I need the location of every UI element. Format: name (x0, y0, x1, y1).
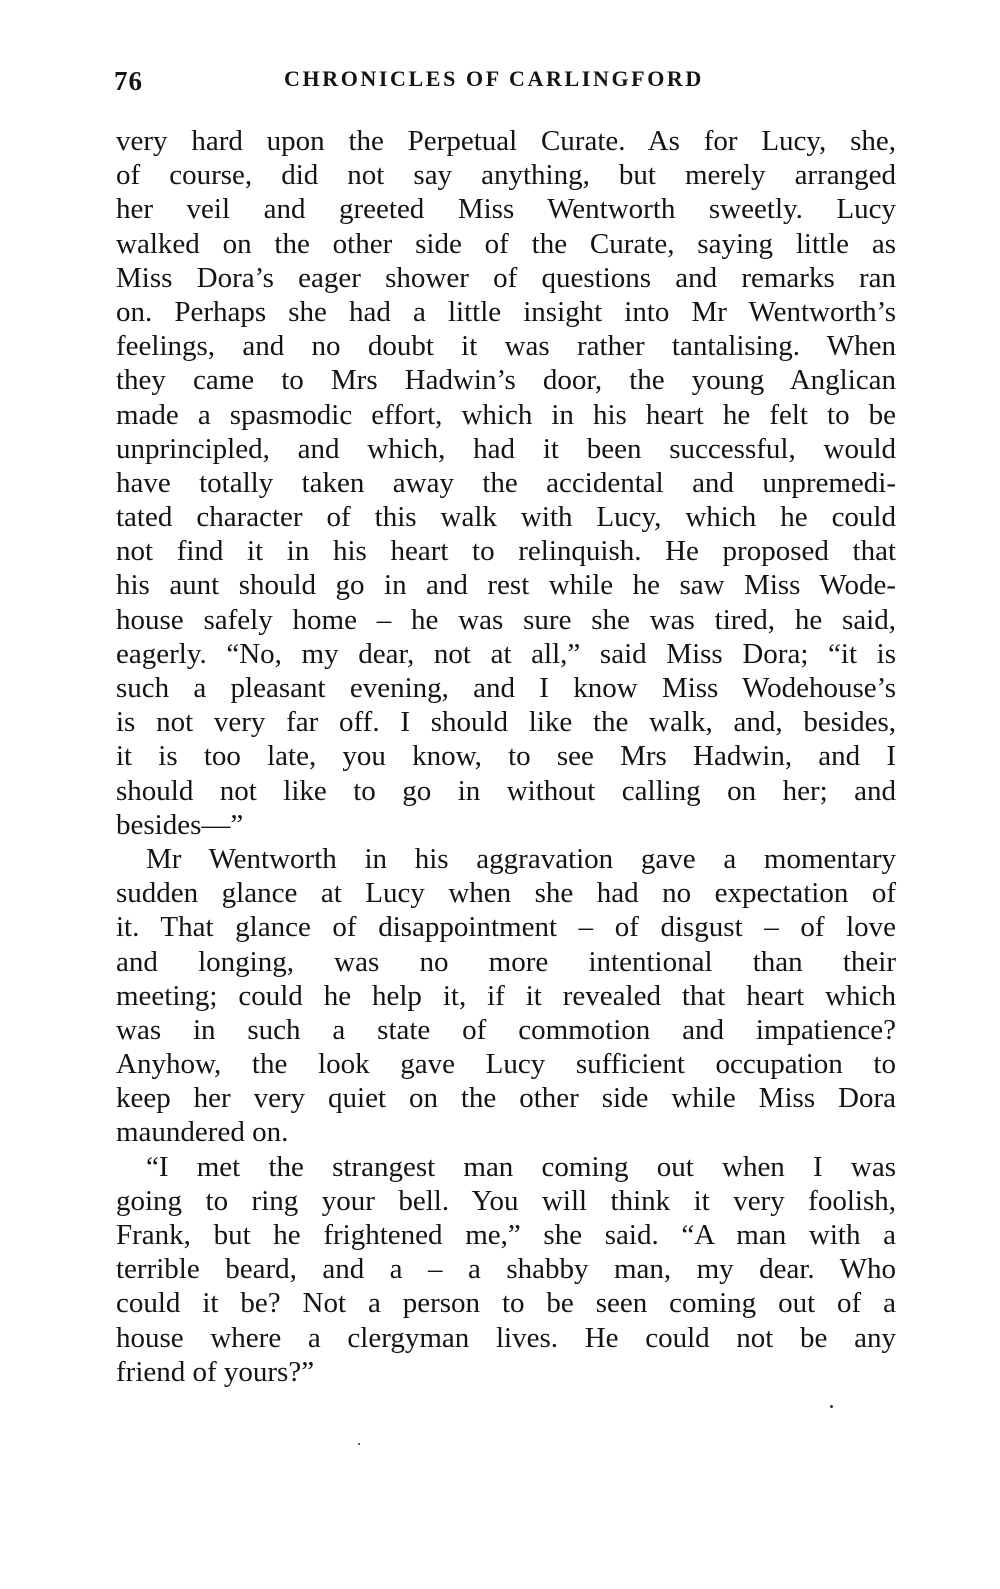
text-line: could it be? Not a person to be seen coming out of a (116, 1287, 896, 1320)
page-number: 76 (114, 66, 143, 96)
text-line: house where a clergyman lives. He could not be any (116, 1321, 896, 1354)
text-line: Miss Dora’s eager shower of questions and remarks ran (116, 261, 896, 294)
text-line: “I met the strangest man coming out when I was (146, 1150, 896, 1183)
text-line: was in such a state of commotion and impatience? (116, 1013, 896, 1046)
text-line: terrible beard, and a – a shabby man, my dear. Who (116, 1253, 896, 1286)
text-line: Frank, but he frightened me,” she said. “A man with a (116, 1219, 896, 1251)
text-line: keep her very quiet on the other side while Miss Dora (116, 1082, 896, 1115)
text-line: her veil and greeted Miss Wentworth sweetly. Lucy (116, 193, 896, 226)
print-speck (830, 1405, 833, 1408)
text-line: and longing, was no more intentional than their (116, 945, 896, 978)
text-line: maundered on. (116, 1116, 289, 1149)
text-line: should not like to go in without calling on her; and (116, 774, 896, 807)
body-text (116, 124, 896, 1389)
text-line: meeting; could he help it, if it revealed that heart which (116, 979, 896, 1012)
text-line: Anyhow, the look gave Lucy sufficient occupation to (116, 1048, 896, 1081)
text-line: feelings, and no doubt it was rather tantalising. When (116, 330, 896, 363)
book-title: CHRONICLES OF CARLINGFORD (284, 66, 704, 91)
text-line: such a pleasant evening, and I know Miss Wodehouse’s (116, 672, 896, 704)
text-line: made a spasmodic effort, which in his heart he felt to be (116, 398, 896, 431)
text-line: besides—” (116, 808, 244, 841)
running-head (114, 66, 898, 106)
text-line: eagerly. “No, my dear, not at all,” said Miss Dora; “it is (116, 637, 896, 670)
text-line: sudden glance at Lucy when she had no expectation of (116, 877, 896, 910)
text-line: very hard upon the Perpetual Curate. As for Lucy, she, (116, 125, 896, 157)
text-line: friend of yours?” (116, 1355, 315, 1388)
print-speck (358, 1443, 360, 1445)
text-line: house safely home – he was sure she was tired, he said, (116, 603, 896, 636)
text-line: is not very far off. I should like the walk, and, besides, (116, 706, 896, 739)
text-line: they came to Mrs Hadwin’s door, the young Anglican (116, 364, 896, 397)
text-line: his aunt should go in and rest while he saw Miss Wode- (116, 569, 896, 602)
text-line: on. Perhaps she had a little insight into Mr Wentworth’s (116, 295, 896, 328)
text-line: it. That glance of disappointment – of disgust – of love (116, 911, 896, 944)
text-line: walked on the other side of the Curate, saying little as (116, 227, 896, 260)
text-line: of course, did not say anything, but merely arranged (116, 159, 896, 192)
text-line: have totally taken away the accidental and unpremedi- (116, 466, 896, 499)
text-line: going to ring your bell. You will think it very foolish, (116, 1184, 896, 1217)
text-line: unprincipled, and which, had it been successful, would (116, 432, 896, 465)
text-line: Mr Wentworth in his aggravation gave a momentary (146, 842, 896, 875)
text-line: not find it in his heart to relinquish. He proposed that (116, 535, 896, 568)
text-line: it is too late, you know, to see Mrs Hadwin, and I (116, 740, 896, 773)
text-line: tated character of this walk with Lucy, which he could (116, 501, 896, 534)
